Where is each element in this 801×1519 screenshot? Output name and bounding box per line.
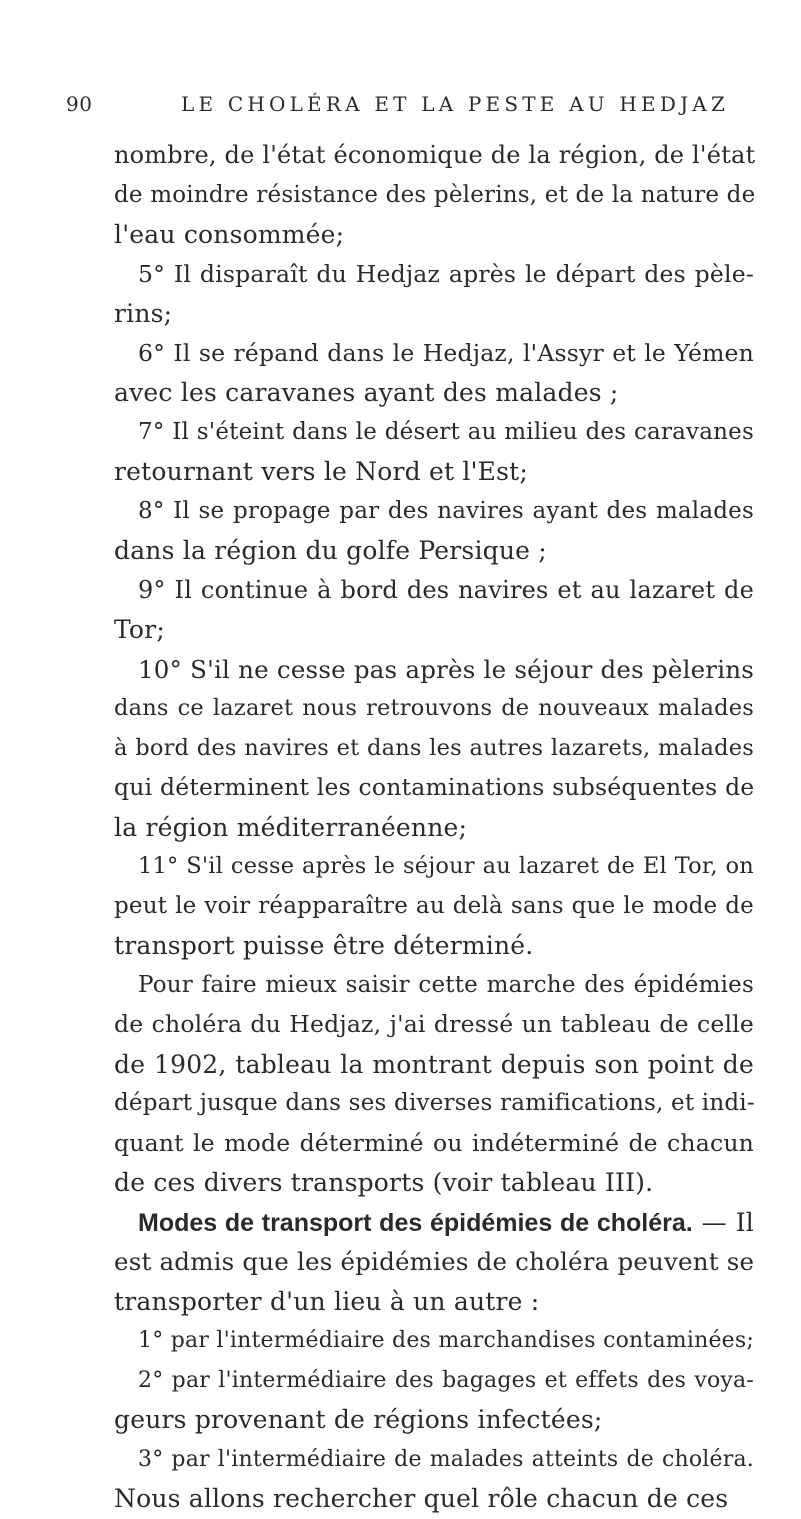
text-line: geurs provenant de régions infectées; (114, 1405, 603, 1434)
text-line: dans ce lazaret nous retrouvons de nouveaux malades (114, 695, 754, 721)
text-line: Tor; (114, 615, 165, 644)
text-line: l'eau consommée; (114, 220, 345, 249)
text-line: 6° Il se répand dans le Hedjaz, l'Assyr et le Yémen (138, 338, 754, 367)
text-line: 10° S'il ne cesse pas après le séjour des pèlerins (138, 654, 754, 684)
text-line: de choléra du Hedjaz, j'ai dressé un tableau de celle (114, 1010, 754, 1038)
text-line: Nous allons rechercher quel rôle chacun de ces (114, 1484, 729, 1513)
page-number: 90 (66, 92, 93, 116)
section-heading: Modes de transport des épidémies de choléra. (138, 1208, 693, 1237)
text-line: 9° Il continue à bord des navires et au lazaret de (138, 575, 754, 604)
text-line: la région méditerranéenne; (114, 812, 468, 842)
text-line: quant le mode déterminé ou indéterminé de chacun (114, 1128, 754, 1157)
text-line: de 1902, tableau la montrant depuis son point de (114, 1049, 754, 1079)
body-text (114, 136, 754, 1519)
text-line: est admis que les épidémies de choléra peuvent se (114, 1247, 755, 1276)
text-line: à bord des navires et dans les autres lazarets, malades (114, 734, 754, 761)
text-line: qui déterminent les contaminations subséquentes de (114, 773, 755, 801)
section-heading-line (114, 1203, 754, 1243)
text-line: peut le voir réapparaître au delà sans que le mode de (114, 892, 754, 919)
text-line: 2° par l'intermédiaire des bagages et effets des voya- (138, 1367, 754, 1393)
text-line: Pour faire mieux saisir cette marche des épidémies (138, 971, 754, 998)
text-line: rins; (114, 299, 173, 328)
text-line: 1° par l'intermédiaire des marchandises contaminées; (138, 1328, 754, 1353)
text-line: 7° Il s'éteint dans le désert au milieu des caravanes (138, 418, 754, 445)
text-line: transporter d'un lieu à un autre : (114, 1286, 540, 1316)
running-title: LE CHOLÉRA ET LA PESTE AU HEDJAZ (181, 92, 730, 116)
text-line: 3° par l'intermédiaire de malades atteints de choléra. (138, 1446, 754, 1472)
text-line: avec les caravanes ayant des malades ; (114, 378, 619, 407)
text-line: nombre, de l'état économique de la région, de l'état (114, 141, 756, 169)
text-line: transport puisse être déterminé. (114, 931, 534, 960)
text-line: dans la région du golfe Persique ; (114, 536, 547, 565)
running-head (66, 92, 746, 122)
text-line: 5° Il disparaît du Hedjaz après le départ des pèle- (138, 259, 754, 288)
text-line: de moindre résistance des pèlerins, et de la nature de (114, 181, 756, 208)
text-line: 8° Il se propage par des navires ayant des malades (138, 497, 754, 524)
text-line: retournant vers le Nord et l'Est; (114, 457, 529, 486)
text-line: de ces divers transports (voir tableau III). (114, 1168, 654, 1197)
text-line: 11° S'il cesse après le séjour au lazaret de El Tor, on (138, 853, 754, 879)
text-line: départ jusque dans ses diverses ramifications, et indi- (114, 1090, 755, 1116)
text-run: — Il (701, 1207, 754, 1237)
